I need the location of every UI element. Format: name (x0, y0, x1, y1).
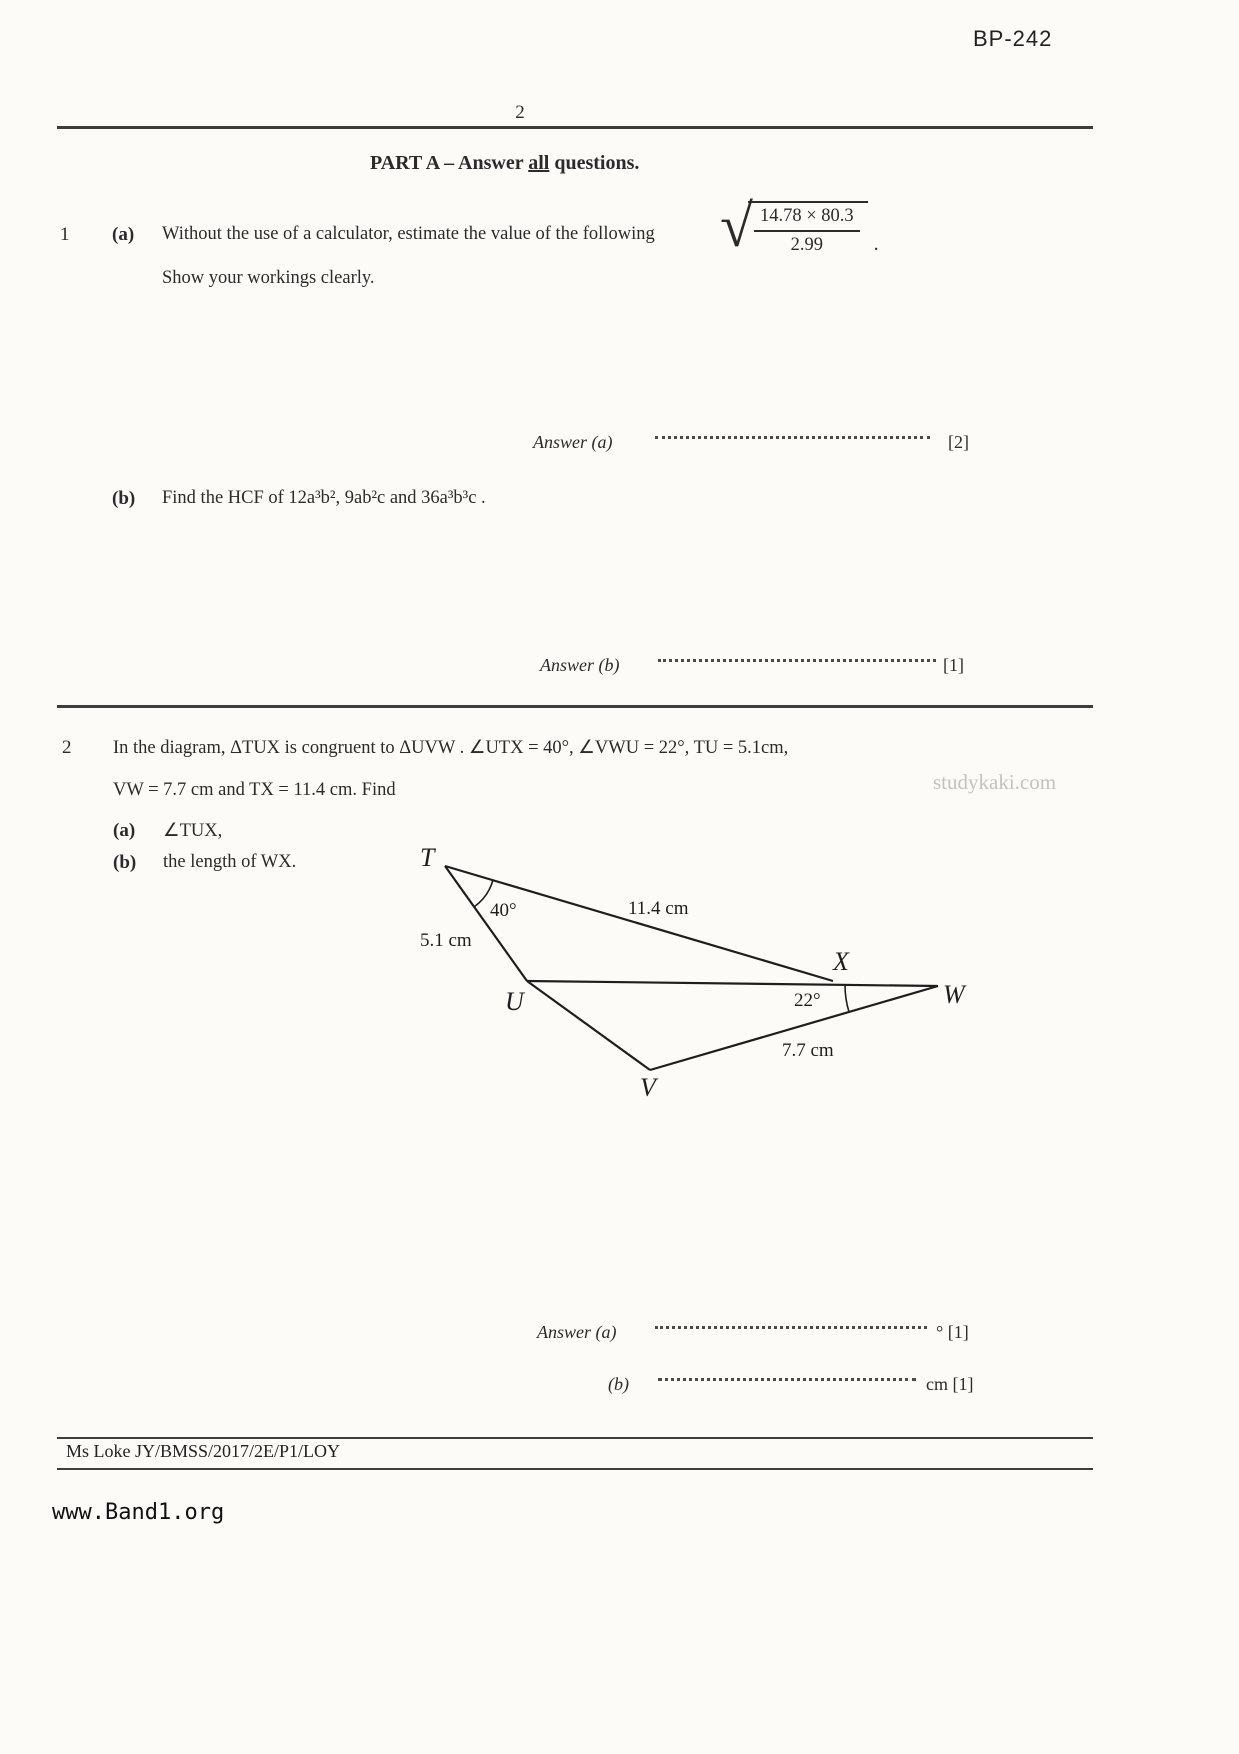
triangle-diagram (390, 838, 970, 1113)
vertex-T-label: T (420, 843, 435, 872)
line-UV (527, 981, 650, 1070)
vertex-U-label: U (505, 987, 524, 1016)
side-TX-length: 11.4 cm (628, 898, 689, 919)
q2-intro-line1: In the diagram, ΔTUX is congruent to ΔUVW . ∠UTX = 40°, ∠VWU = 22°, TU = 5.1cm, (113, 738, 789, 758)
q2b-answer-line (658, 1360, 916, 1381)
angle-T-value: 40° (490, 900, 517, 921)
angle-W-value: 22° (794, 990, 821, 1011)
fraction (754, 206, 860, 256)
q1a-answer-label: Answer (a) (533, 432, 613, 452)
side-VW-length: 7.7 cm (782, 1040, 834, 1061)
q2a-text: ∠TUX, (163, 821, 223, 841)
q1b-answer-label: Answer (b) (540, 655, 620, 675)
vertex-V-label: V (640, 1073, 656, 1102)
fraction-denominator: 2.99 (790, 235, 823, 255)
footer-rule-top (57, 1437, 1093, 1439)
q1b-answer-line (658, 641, 936, 662)
q1a-marks: [2] (948, 432, 969, 452)
part-a-heading (370, 152, 639, 175)
radical-sign: √ (720, 193, 753, 259)
q1-number: 1 (60, 224, 70, 245)
q1b-marks: [1] (943, 655, 964, 675)
q1a-sqrt-expression (720, 193, 879, 259)
q1a-text: Without the use of a calculator, estimate the value of the following (162, 224, 655, 244)
q2b-marks: cm [1] (926, 1374, 974, 1394)
q1b-label: (b) (112, 488, 136, 509)
doc-code: BP-242 (973, 26, 1053, 51)
line-UW (527, 981, 938, 986)
vertex-X-label: X (833, 947, 849, 976)
q2-intro-line2: VW = 7.7 cm and TX = 11.4 cm. Find (113, 780, 396, 800)
q2b-label: (b) (113, 852, 137, 873)
q1b-text: Find the HCF of 12a³b², 9ab²c and 36a³b³c . (162, 488, 486, 508)
part-a-suffix: questions. (549, 152, 640, 174)
top-rule (57, 126, 1093, 129)
radicand (748, 201, 868, 256)
q1a-label: (a) (112, 224, 135, 245)
q2a-answer-label: Answer (a) (537, 1322, 617, 1342)
vertex-W-label: W (943, 980, 965, 1009)
q1a-answer-line (655, 418, 930, 439)
watermark: studykaki.com (933, 770, 1057, 794)
footer-code: Ms Loke JY/BMSS/2017/2E/P1/LOY (66, 1441, 341, 1461)
q2-number: 2 (62, 737, 72, 758)
q2a-label: (a) (113, 820, 136, 841)
angle-arc-W (845, 985, 849, 1012)
mid-rule (57, 705, 1093, 708)
footer-rule-bottom (57, 1468, 1093, 1470)
part-a-underlined: all (528, 152, 550, 174)
q2a-answer-line (655, 1308, 927, 1329)
site-url: www.Band1.org (52, 1500, 225, 1525)
page-number: 2 (515, 102, 525, 123)
line-TU (445, 866, 527, 981)
fraction-numerator: 14.78 × 80.3 (754, 206, 860, 232)
expression-period: . (873, 233, 879, 255)
part-a-prefix: PART A – Answer (370, 152, 529, 174)
q2b-answer-label: (b) (608, 1374, 629, 1394)
q2a-marks: ° [1] (936, 1322, 969, 1342)
side-TU-length: 5.1 cm (420, 930, 472, 951)
line-TX (445, 866, 833, 981)
q2b-text: the length of WX. (163, 852, 297, 872)
q1a-text2: Show your workings clearly. (162, 268, 375, 288)
